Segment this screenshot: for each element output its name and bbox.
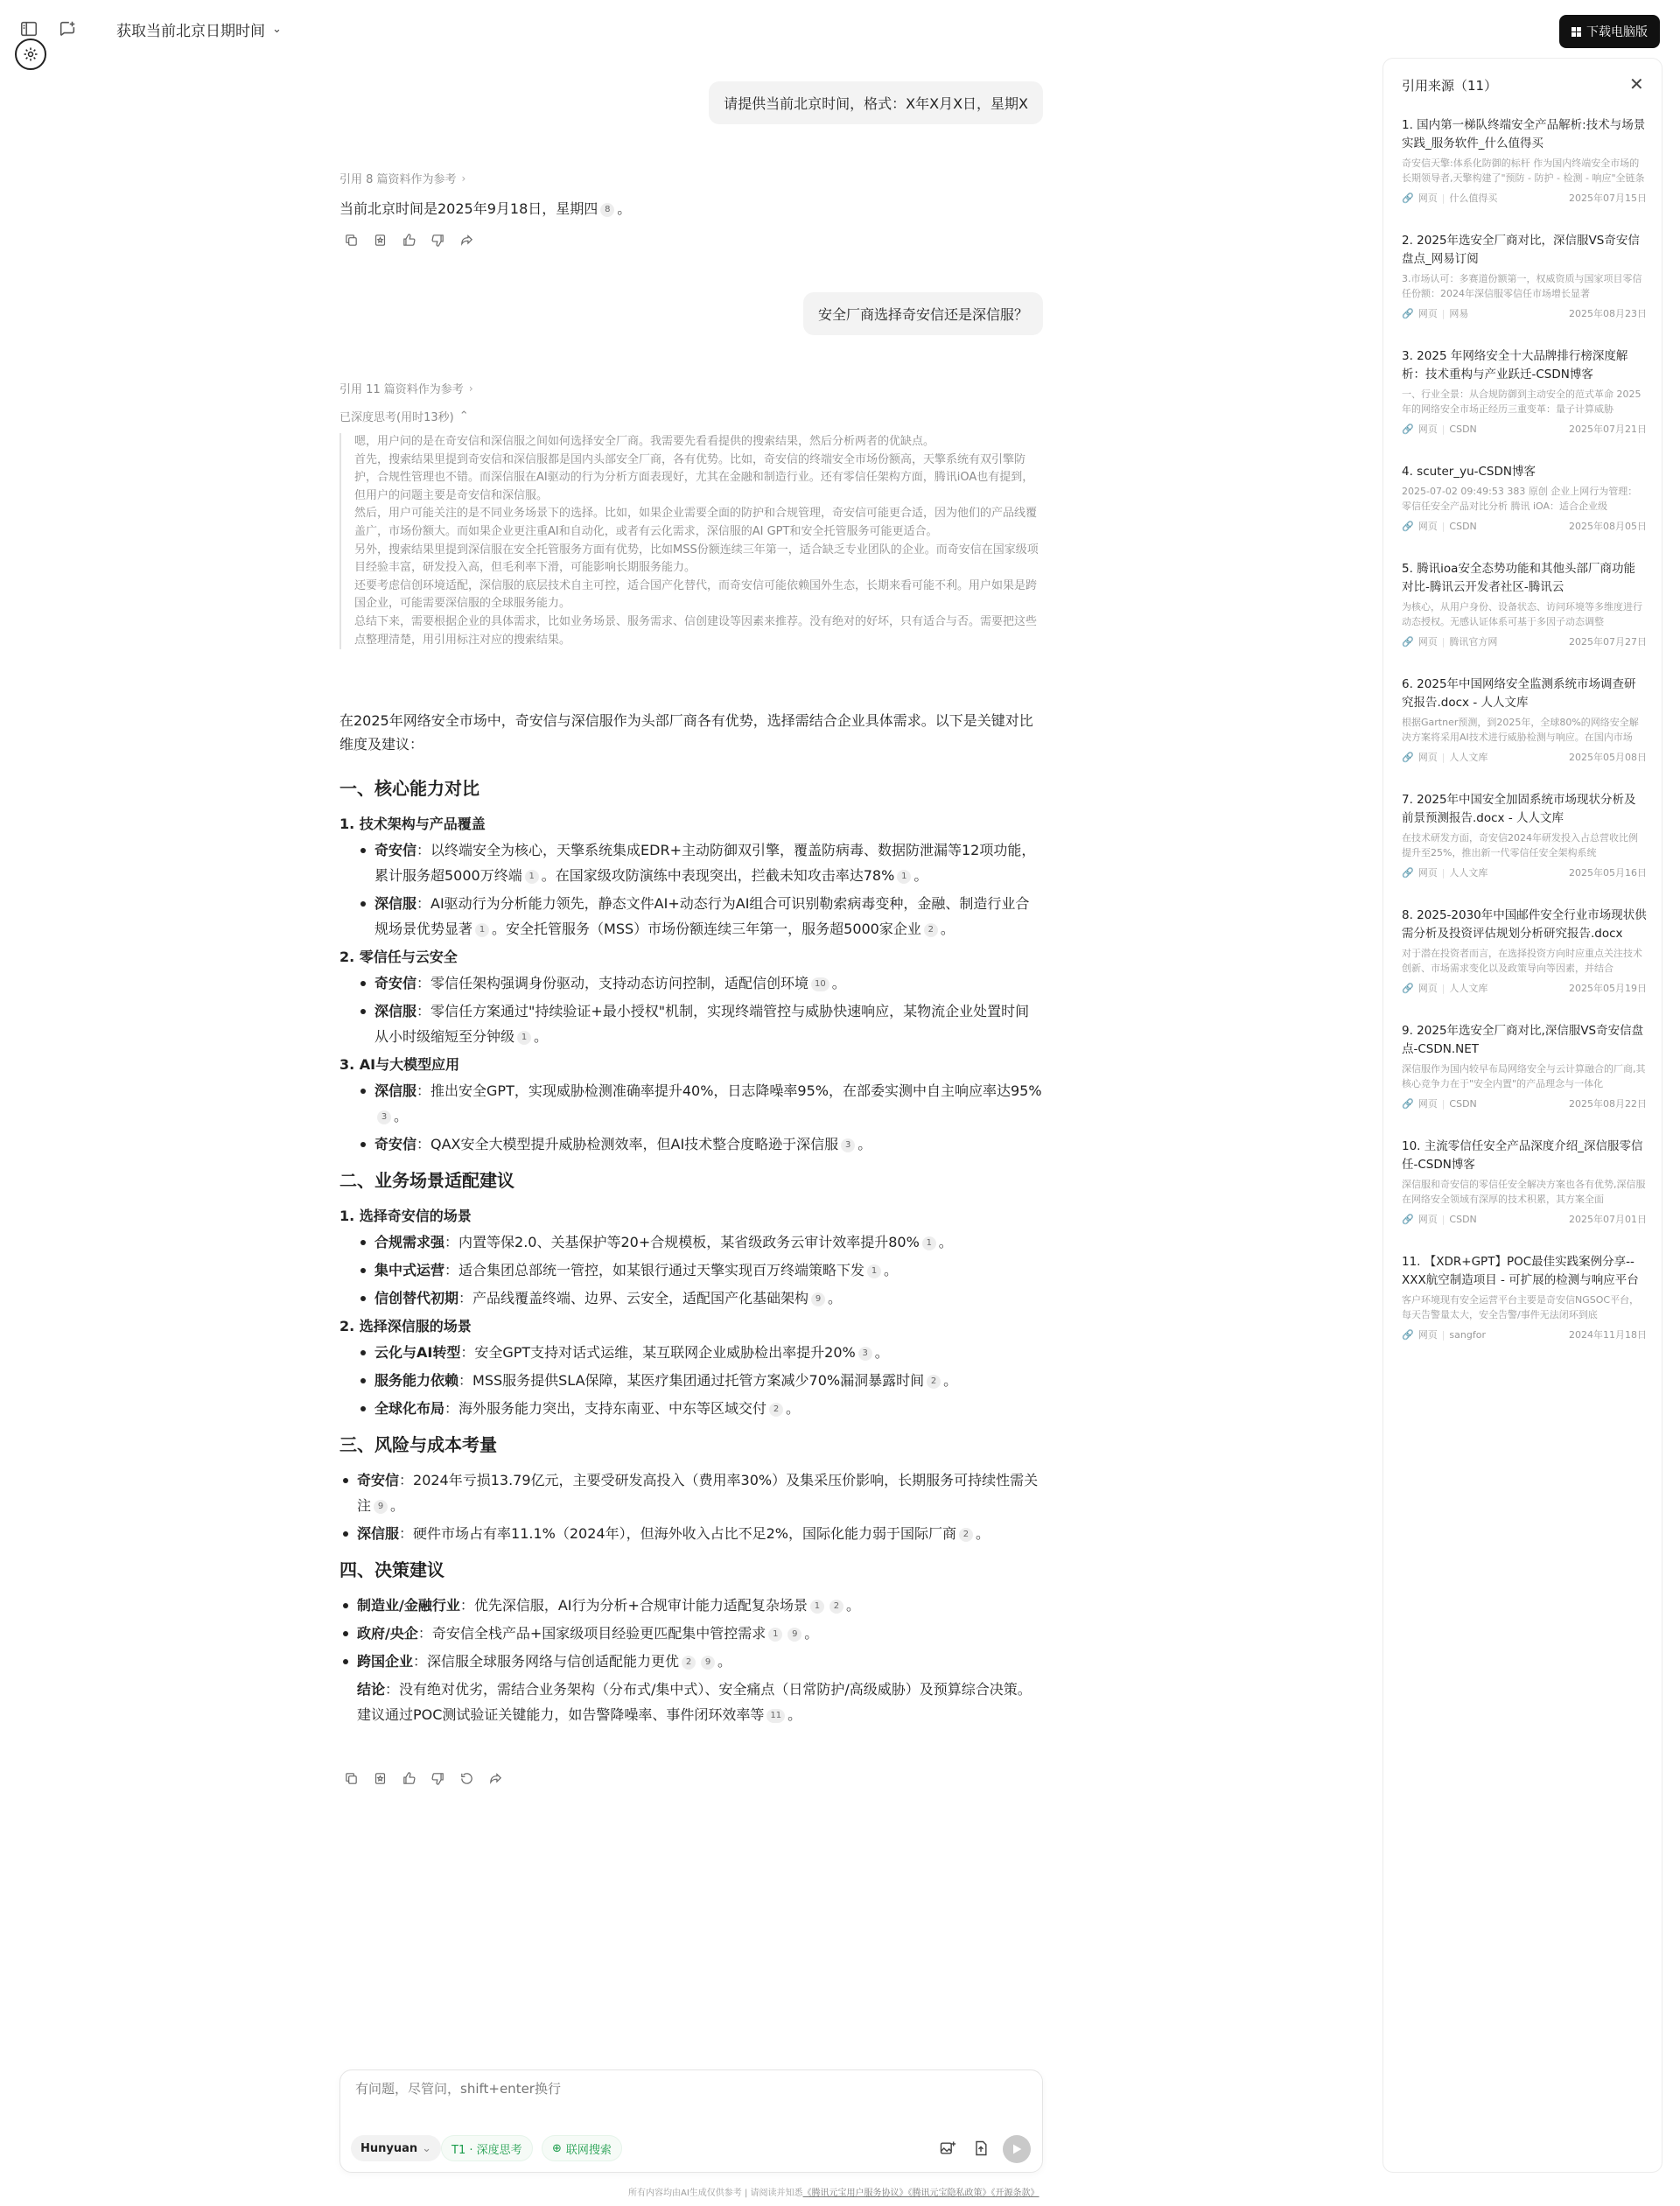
model-label: Hunyuan xyxy=(360,2141,418,2155)
citation-badge[interactable]: 3 xyxy=(858,1347,872,1361)
copy-icon[interactable] xyxy=(343,232,359,248)
source-meta: 🔗 网页 | CSDN 2025年08月05日 xyxy=(1402,520,1647,532)
source-description: 奇安信天擎:体系化防御的标杆 作为国内终端安全市场的长期领导者,天擎构建了"预防 - 防护 - 检测 - 响应"全链条 xyxy=(1402,158,1645,184)
source-card[interactable] xyxy=(1402,791,1647,879)
chat-input-box xyxy=(340,2069,1043,2173)
download-label: 下载电脑版 xyxy=(1586,25,1648,39)
list-item: 合规需求强：内置等保2.0、关基保护等20+合规模板，某省级政务云审计效率提升80% 1 。 xyxy=(374,1229,1043,1255)
section-heading: 三、风险与成本考量 xyxy=(340,1434,497,1455)
list-item: 深信服：AI驱动行为分析能力领先，静态文件AI+动态行为AI组合可识别勒索病毒变种，金融、制造行业合规场景优势显著 1 。安全托管服务（MSS）市场份额连续三年第一，服务超5000家企业 2 。 xyxy=(374,891,1043,942)
link-icon: 🔗 xyxy=(1402,1328,1414,1341)
source-title: 8. 2025-2030年中国邮件安全行业市场现状供需分析及投资评估规划分析研究报告.docx xyxy=(1402,908,1647,941)
conclusion: 结论：没有绝对优劣，需结合业务架构（分布式/集中式）、安全痛点（日常防护/高级威胁）及预算综合决策。建议通过POC测试验证关键能力，如告警降噪率、事件闭环效率等 11 。 xyxy=(357,1681,1032,1723)
globe-icon: ⊕ xyxy=(552,2141,562,2155)
link-icon: 🔗 xyxy=(1402,307,1414,319)
chevron-right-icon: › xyxy=(468,382,473,395)
citation-badge[interactable]: 1 xyxy=(922,1236,936,1250)
terms-link[interactable]: 《腾讯元宝用户服务协议》 xyxy=(802,2188,908,2198)
citation-badge[interactable]: 2 xyxy=(927,1375,941,1389)
citation-badge[interactable]: 9 xyxy=(811,1292,825,1306)
message-actions xyxy=(343,232,474,248)
source-description: 根据Gartner预测，到2025年，全球80%的网络安全解决方案将采用AI技术进行威胁检测与响应。在国内市场 xyxy=(1402,717,1639,743)
source-description: 深信服和奇安信的零信任安全解决方案也各有优势,深信服在网络安全领域有深厚的技术积累，其方案全面 xyxy=(1402,1179,1646,1205)
bookmark-icon[interactable] xyxy=(372,232,388,248)
assistant-answer xyxy=(340,709,1043,1727)
list-item: 全球化布局：海外服务能力突出，支持东南亚、中东等区域交付 2 。 xyxy=(374,1396,1043,1421)
citation-badge[interactable]: 1 xyxy=(475,923,489,937)
reference-label: 引用 11 篇资料作为参考 xyxy=(340,383,464,396)
copy-icon[interactable] xyxy=(343,1770,359,1786)
citation-badge[interactable]: 9 xyxy=(374,1500,388,1514)
citation-badge[interactable]: 9 xyxy=(701,1656,715,1670)
sidebar-toggle-icon[interactable] xyxy=(18,18,40,40)
citation-badge[interactable]: 1 xyxy=(810,1600,824,1614)
thinking-paragraph: 首先，搜索结果里提到奇安信和深信服都是国内头部安全厂商，各有优势。比如，奇安信的终端安全市场份额高，天擎系统有双引擎防护，合规性管理也不错。而深信服在AI驱动的行为分析方面表现好，尤其在金融和制造行业。还有零信任架构方面，腾讯iOA也有提到，但用户的问题主要是奇安信和深信服。 xyxy=(354,452,1034,502)
message-actions xyxy=(343,1770,503,1786)
list-item: 政府/央企：奇安信全栈产品+国家级项目经验更匹配集中管控需求 1 9 。 xyxy=(357,1621,1043,1646)
list-item: 深信服：零信任方案通过"持续验证+最小授权"机制，实现终端管控与威胁快速响应，某物流企业处置时间从小时级缩短至分钟级 1 。 xyxy=(374,998,1043,1049)
footer-disclaimer xyxy=(628,2185,1040,2198)
file-upload-icon[interactable] xyxy=(970,2138,991,2159)
new-chat-icon[interactable] xyxy=(56,18,79,40)
list-item: 制造业/金融行业：优先深信服，AI行为分析+合规审计能力适配复杂场景 1 2 。 xyxy=(357,1593,1043,1618)
link-icon: 🔗 xyxy=(1402,635,1414,648)
link-icon: 🔗 xyxy=(1402,866,1414,879)
source-title: 2. 2025年选安全厂商对比，深信服VS奇安信盘点_网易订阅 xyxy=(1402,234,1640,266)
source-meta: 🔗 网页 | 腾讯官方网 2025年07月27日 xyxy=(1402,635,1647,648)
citation-badge[interactable]: 3 xyxy=(377,1110,391,1124)
link-icon: 🔗 xyxy=(1402,1213,1414,1225)
citation-badge[interactable]: 1 xyxy=(517,1031,531,1045)
user-message: 请提供当前北京时间，格式：X年X月X日，星期X xyxy=(709,81,1043,124)
citation-badge[interactable]: 3 xyxy=(841,1138,855,1152)
source-card[interactable] xyxy=(1402,116,1647,205)
reference-label: 引用 8 篇资料作为参考 xyxy=(340,173,457,186)
citation-badge[interactable]: 9 xyxy=(788,1628,802,1642)
citation-badge[interactable]: 1 xyxy=(897,870,911,884)
list-item: 云化与AI转型：安全GPT支持对话式运维，某互联网企业威胁检出率提升20% 3 。 xyxy=(374,1340,1043,1365)
chat-title-text: 获取当前北京日期时间 xyxy=(116,23,265,40)
source-description: 2025-07-02 09:49:53 383 原创 企业上网行为管理：零信任安全产品对比分析 腾讯 iOA：适合企业级 xyxy=(1402,486,1638,512)
source-card[interactable] xyxy=(1402,347,1647,436)
source-meta: 🔗 网页 | 人人文库 2025年05月16日 xyxy=(1402,866,1647,879)
list-item: 奇安信：2024年亏损13.79亿元，主要受研发高投入（费用率30%）及集采压价影响，长期服务可持续性需关注 9 。 xyxy=(357,1467,1043,1518)
source-title: 11. 【XDR+GPT】POC最佳实践案例分享--XXX航空制造项目 - 可扩展的检测与响应平台 xyxy=(1402,1255,1639,1287)
source-meta: 🔗 网页 | 网易 2025年08月23日 xyxy=(1402,307,1647,319)
source-meta: 🔗 网页 | 人人文库 2025年05月08日 xyxy=(1402,751,1647,763)
deep-think-toggle[interactable] xyxy=(441,2135,533,2161)
citation-badge[interactable]: 11 xyxy=(766,1709,785,1723)
source-title: 10. 主流零信任安全产品深度介绍_深信服零信任-CSDN博客 xyxy=(1402,1139,1643,1172)
list-item: 奇安信：以终端安全为核心，天擎系统集成EDR+主动防御双引擎，覆盖防病毒、数据防泄漏等12项功能，累计服务超5000万终端 1 。在国家级攻防演练中表现突出，拦截未知攻击率达78% 1 。 xyxy=(374,837,1043,888)
link-icon: 🔗 xyxy=(1402,751,1414,763)
source-description: 对于潜在投资者而言，在选择投资方向时应重点关注技术创新、市场需求变化以及政策导向等因素，并结合 xyxy=(1402,948,1642,974)
source-meta: 🔗 网页 | 什么值得买 2025年07月15日 xyxy=(1402,192,1647,204)
thumbs-up-icon[interactable] xyxy=(401,232,416,248)
citation-badge[interactable]: 2 xyxy=(959,1528,973,1542)
answer-text: 当前北京时间是2025年9月18日，星期四 xyxy=(340,200,598,217)
source-title: 5. 腾讯ioa安全态势功能和其他头部厂商功能对比-腾讯云开发者社区-腾讯云 xyxy=(1402,562,1635,594)
chevron-down-icon: ⌄ xyxy=(422,2141,432,2155)
source-meta: 🔗 网页 | CSDN 2025年07月01日 xyxy=(1402,1213,1647,1225)
subsection-heading: 2. 选择深信服的场景 xyxy=(340,1318,472,1334)
thumbs-up-icon[interactable] xyxy=(401,1770,416,1786)
source-card[interactable] xyxy=(1402,463,1647,533)
settings-icon[interactable] xyxy=(15,39,46,70)
thinking-paragraph: 还要考虑信创环境适配，深信服的底层技术自主可控，适合国产化替代，而奇安信可能依赖国外生态，长期来看可能不利。用户如果是跨国企业，可能需要深信服的全球服务能力。 xyxy=(354,578,1038,611)
deep-think-label: T1 · 深度思考 xyxy=(452,2143,522,2157)
list-item: 深信服：硬件市场占有率11.1%（2024年），但海外收入占比不足2%，国际化能力弱于国际厂商 2 。 xyxy=(357,1521,1043,1546)
thinking-content xyxy=(340,433,1043,649)
citation-badge[interactable]: 2 xyxy=(769,1403,783,1417)
source-card[interactable] xyxy=(1402,232,1647,320)
thinking-paragraph: 然后，用户可能关注的是不同业务场景下的选择。比如，如果企业需要全面的防护和合规管理，奇安信可能更合适，因为他们的产品线覆盖广，市场份额大。而如果企业更注重AI和自动化，或者有云化需求，深信服的AI GPT和安全托管服务可能更适合。 xyxy=(354,507,1038,538)
source-description: 3.市场认可：多赛道份额第一，权威资质与国家项目零信任份额：2024年深信服零信任市场增长显著 xyxy=(1402,273,1642,299)
bookmark-icon[interactable] xyxy=(372,1770,388,1786)
source-title: 7. 2025年中国安全加固系统市场现状分析及前景预测报告.docx - 人人文库 xyxy=(1402,793,1636,825)
chat-title[interactable] xyxy=(116,18,282,40)
source-description: 在技术研发方面，奇安信2024年研发投入占总营收比例提升至25%，推出新一代零信任安全架构系统 xyxy=(1402,832,1638,858)
list-item: 深信服：推出安全GPT，实现威胁检测准确率提升40%，日志降噪率95%，在部委实测中自主响应率达95%3 。 xyxy=(374,1078,1043,1129)
source-meta: 🔗 网页 | sangfor 2024年11月18日 xyxy=(1402,1328,1647,1341)
user-message: 安全厂商选择奇安信还是深信服？ xyxy=(803,292,1043,335)
source-card[interactable] xyxy=(1402,1138,1647,1226)
list-item: 奇安信：零信任架构强调身份驱动，支持动态访问控制，适配信创环境 10 。 xyxy=(374,970,1043,996)
thinking-paragraph: 另外，搜索结果里提到深信服在安全托管服务方面有优势，比如MSS份额连续三年第一，适合缺乏专业团队的企业。而奇安信在国家级项目经验丰富，研发投入高，但毛利率下滑，可能影响长期服务能力。 xyxy=(354,543,1039,575)
share-icon[interactable] xyxy=(487,1770,503,1786)
deep-thinking-label: 已深度思考(用时13秒) xyxy=(340,411,454,424)
source-card[interactable] xyxy=(1402,907,1647,995)
link-icon: 🔗 xyxy=(1402,982,1414,994)
thinking-paragraph: 总结下来，需要根据企业的具体需求，比如业务场景、服务需求、信创建设等因素来推荐。没有绝对的好坏，只有适合与否。需要把这些点整理清楚，用引用标注对应的搜索结果。 xyxy=(354,614,1038,647)
list-item: 信创替代初期：产品线覆盖终端、边界、云安全，适配国产化基础架构 9 。 xyxy=(374,1285,1043,1311)
download-desktop-button[interactable] xyxy=(1559,15,1660,48)
source-description: 为核心，从用户身份、设备状态、访问环境等多维度进行动态授权。无感认证体系可基于多因子动态调整 xyxy=(1402,601,1642,627)
source-card[interactable] xyxy=(1402,1253,1647,1341)
chat-input[interactable] xyxy=(355,2081,1020,2097)
source-description: 客户环境现有安全运营平台主要是奇安信NGSOC平台，每天告警量太大，安全告警/事件无法闭环到底 xyxy=(1402,1294,1640,1320)
regenerate-icon[interactable] xyxy=(458,1770,474,1786)
web-search-toggle[interactable] xyxy=(542,2135,622,2161)
link-icon: 🔗 xyxy=(1402,423,1414,435)
close-icon[interactable]: ✕ xyxy=(1629,74,1644,95)
send-button[interactable] xyxy=(1003,2135,1031,2163)
section-heading: 四、决策建议 xyxy=(340,1559,444,1580)
top-bar xyxy=(0,0,1680,61)
link-icon: 🔗 xyxy=(1402,192,1414,204)
citation-badge[interactable]: 1 xyxy=(525,870,539,884)
subsection-heading: 1. 技术架构与产品覆盖 xyxy=(340,816,486,832)
source-title: 9. 2025年选安全厂商对比,深信服VS奇安信盘点-CSDN.NET xyxy=(1402,1024,1644,1056)
privacy-link[interactable]: 《腾讯元宝隐私政策》 xyxy=(907,2188,991,2198)
citation-badge[interactable]: 2 xyxy=(682,1656,696,1670)
source-meta: 🔗 网页 | CSDN 2025年08月22日 xyxy=(1402,1097,1647,1110)
subsection-heading: 2. 零信任与云安全 xyxy=(340,949,458,965)
sources-panel xyxy=(1382,58,1662,2173)
list-item: 跨国企业：深信服全球服务网络与信创适配能力更优 2 9 。 xyxy=(357,1649,1043,1674)
reference-link[interactable] xyxy=(340,380,473,396)
open-source-link[interactable]: 《开源条款》 xyxy=(990,2188,1040,2198)
subsection-heading: 3. AI与大模型应用 xyxy=(340,1056,460,1073)
source-meta: 🔗 网页 | CSDN 2025年07月21日 xyxy=(1402,423,1647,435)
source-card[interactable] xyxy=(1402,1022,1647,1110)
thumbs-down-icon[interactable] xyxy=(430,232,445,248)
citation-badge[interactable]: 8 xyxy=(600,203,614,217)
source-title: 3. 2025 年网络安全十大品牌排行榜深度解析：技术重构与产业跃迁-CSDN博客 xyxy=(1402,349,1628,382)
section-heading: 一、核心能力对比 xyxy=(340,778,480,799)
source-description: 一、行业全景：从合规防御到主动安全的范式革命 2025年的网络安全市场正经历三重变革：量子计算威胁 xyxy=(1402,389,1642,415)
answer-intro: 在2025年网络安全市场中，奇安信与深信服作为头部厂商各有优势，选择需结合企业具体需求。以下是关键对比维度及建议： xyxy=(340,712,1033,753)
assistant-answer: 当前北京时间是2025年9月18日，星期四 8 。 xyxy=(340,200,632,217)
chevron-right-icon: › xyxy=(461,172,466,185)
citation-badge[interactable]: 2 xyxy=(924,923,938,937)
thumbs-down-icon[interactable] xyxy=(430,1770,445,1786)
list-item: 集中式运营：适合集团总部统一管控，如某银行通过天擎实现百万终端策略下发 1 。 xyxy=(374,1257,1043,1283)
chevron-down-icon: ⌄ xyxy=(272,23,282,36)
image-upload-icon[interactable] xyxy=(937,2138,958,2159)
sources-title: 引用来源（11） xyxy=(1402,78,1498,94)
citation-badge[interactable]: 2 xyxy=(830,1600,844,1614)
source-title: 6. 2025年中国网络安全监测系统市场调查研究报告.docx - 人人文库 xyxy=(1402,677,1636,710)
deep-thinking-toggle[interactable] xyxy=(340,408,469,424)
send-arrow-icon xyxy=(1010,2142,1024,2156)
citation-badge[interactable]: 1 xyxy=(867,1264,881,1278)
source-card[interactable] xyxy=(1402,560,1647,648)
list-item: 服务能力依赖：MSS服务提供SLA保障，某医疗集团通过托管方案减少70%漏洞暴露时间 2 。 xyxy=(374,1368,1043,1393)
source-title: 4. scuter_yu-CSDN博客 xyxy=(1402,465,1536,479)
source-title: 1. 国内第一梯队终端安全产品解析:技术与场景实践_服务软件_什么值得买 xyxy=(1402,118,1646,151)
source-card[interactable] xyxy=(1402,676,1647,764)
reference-link[interactable] xyxy=(340,170,466,186)
model-selector[interactable] xyxy=(351,2135,441,2161)
windows-icon xyxy=(1572,27,1581,37)
chevron-up-icon: ⌃ xyxy=(458,410,469,423)
web-search-label: 联网搜索 xyxy=(565,2143,612,2157)
citation-badge[interactable]: 10 xyxy=(811,977,830,991)
footer-text: 所有内容均由AI生成仅供参考 | 请阅读并知悉 xyxy=(628,2188,803,2198)
link-icon: 🔗 xyxy=(1402,520,1414,532)
thinking-paragraph: 嗯，用户问的是在奇安信和深信服之间如何选择安全厂商。我需要先看看提供的搜索结果，然后分析两者的优缺点。 xyxy=(354,435,935,448)
source-meta: 🔗 网页 | 人人文库 2025年05月19日 xyxy=(1402,982,1647,994)
link-icon: 🔗 xyxy=(1402,1097,1414,1110)
share-icon[interactable] xyxy=(458,232,474,248)
subsection-heading: 1. 选择奇安信的场景 xyxy=(340,1208,472,1224)
citation-badge[interactable]: 1 xyxy=(768,1628,782,1642)
source-description: 深信服作为国内较早布局网络安全与云计算融合的厂商,其核心竞争力在于"安全内置"的产品理念与一体化 xyxy=(1402,1063,1646,1089)
section-heading: 二、业务场景适配建议 xyxy=(340,1170,514,1191)
list-item: 奇安信：QAX安全大模型提升威胁检测效率，但AI技术整合度略逊于深信服 3 。 xyxy=(374,1131,1043,1157)
